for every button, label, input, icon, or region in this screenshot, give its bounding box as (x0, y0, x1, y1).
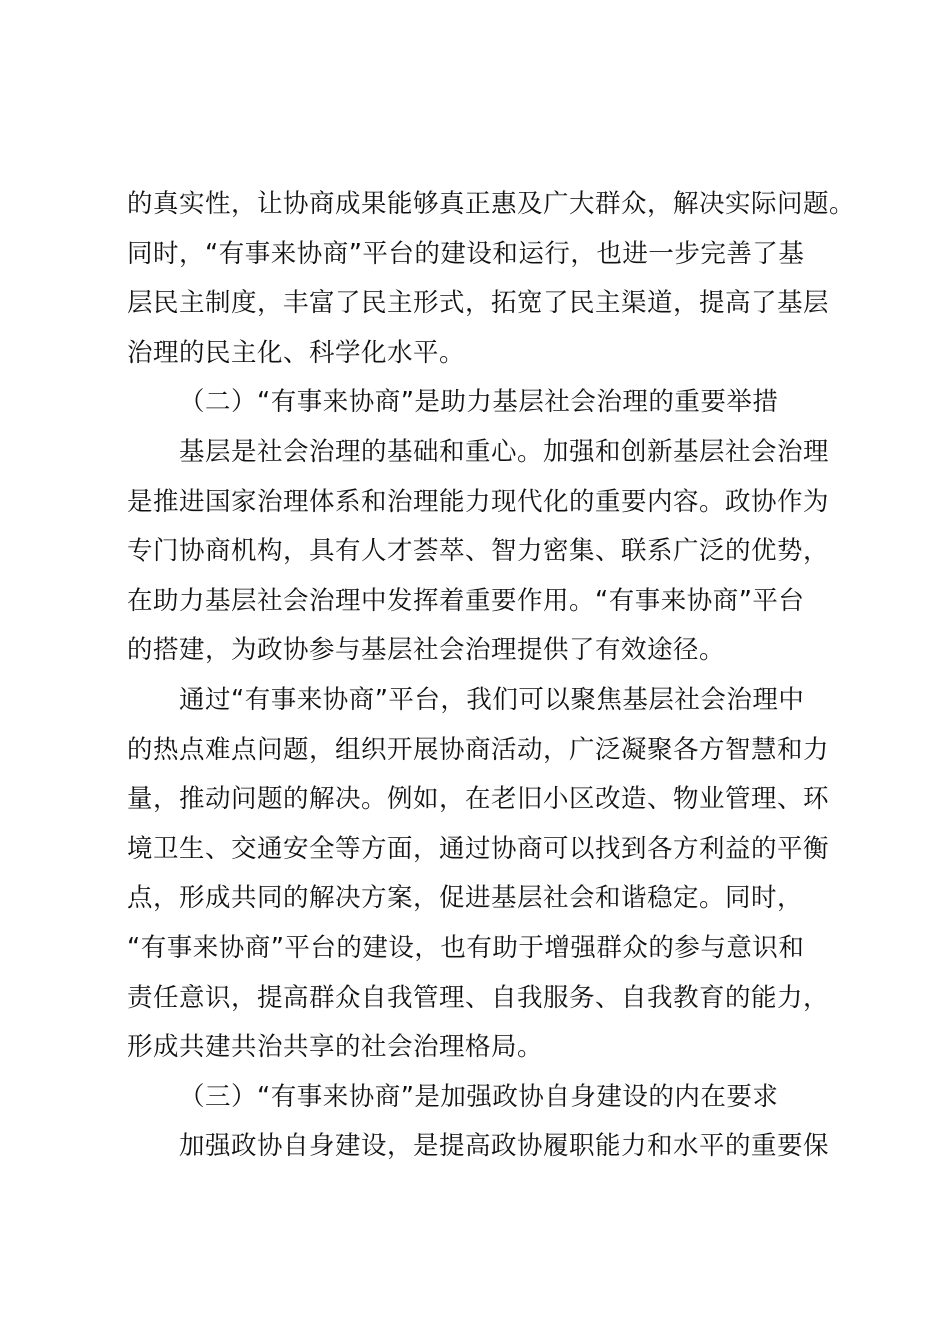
text-line: 量，推动问题的解决。例如，在老旧小区改造、物业管理、环 (127, 784, 830, 815)
text-line: 境卫生、交通安全等方面，通过协商可以找到各方利益的平衡 (127, 833, 830, 864)
text-line: 是推进国家治理体系和治理能力现代化的重要内容。政协作为 (127, 486, 830, 517)
paragraph-start: 通过“有事来协商”平台，我们可以聚焦基层社会治理中 (179, 684, 805, 715)
text-line: 专门协商机构，具有人才荟萃、智力密集、联系广泛的优势， (127, 536, 830, 567)
section-heading-3: （三）“有事来协商”是加强政协自身建设的内在要求 (179, 1081, 779, 1112)
paragraph-start: 基层是社会治理的基础和重心。加强和创新基层社会治理 (179, 436, 830, 467)
body-text (127, 180, 856, 1172)
text-line: 的搭建，为政协参与基层社会治理提供了有效途径。 (127, 635, 726, 666)
text-line: “有事来协商”平台的建设，也有助于增强群众的参与意识和 (127, 932, 805, 963)
text-line: 在助力基层社会治理中发挥着重要作用。“有事来协商”平台 (127, 585, 805, 616)
text-line: 同时，“有事来协商”平台的建设和运行，也进一步完善了基 (127, 238, 805, 269)
text-line: 层民主制度，丰富了民主形式，拓宽了民主渠道，提高了基层 (127, 288, 830, 319)
text-line: 的热点难点问题，组织开展协商活动，广泛凝聚各方智慧和力 (127, 734, 830, 765)
paragraph-start: 加强政协自身建设，是提高政协履职能力和水平的重要保 (179, 1131, 830, 1162)
text-line: 的真实性，让协商成果能够真正惠及广大群众，解决实际问题。 (127, 189, 856, 219)
text-line: 责任意识，提高群众自我管理、自我服务、自我教育的能力， (127, 982, 830, 1013)
text-line: 治理的民主化、科学化水平。 (127, 337, 466, 368)
text-line: 形成共建共治共享的社会治理格局。 (127, 1032, 544, 1063)
section-heading-2: （二）“有事来协商”是助力基层社会治理的重要举措 (179, 387, 779, 418)
text-line: 点，形成共同的解决方案，促进基层社会和谐稳定。同时， (127, 883, 804, 914)
